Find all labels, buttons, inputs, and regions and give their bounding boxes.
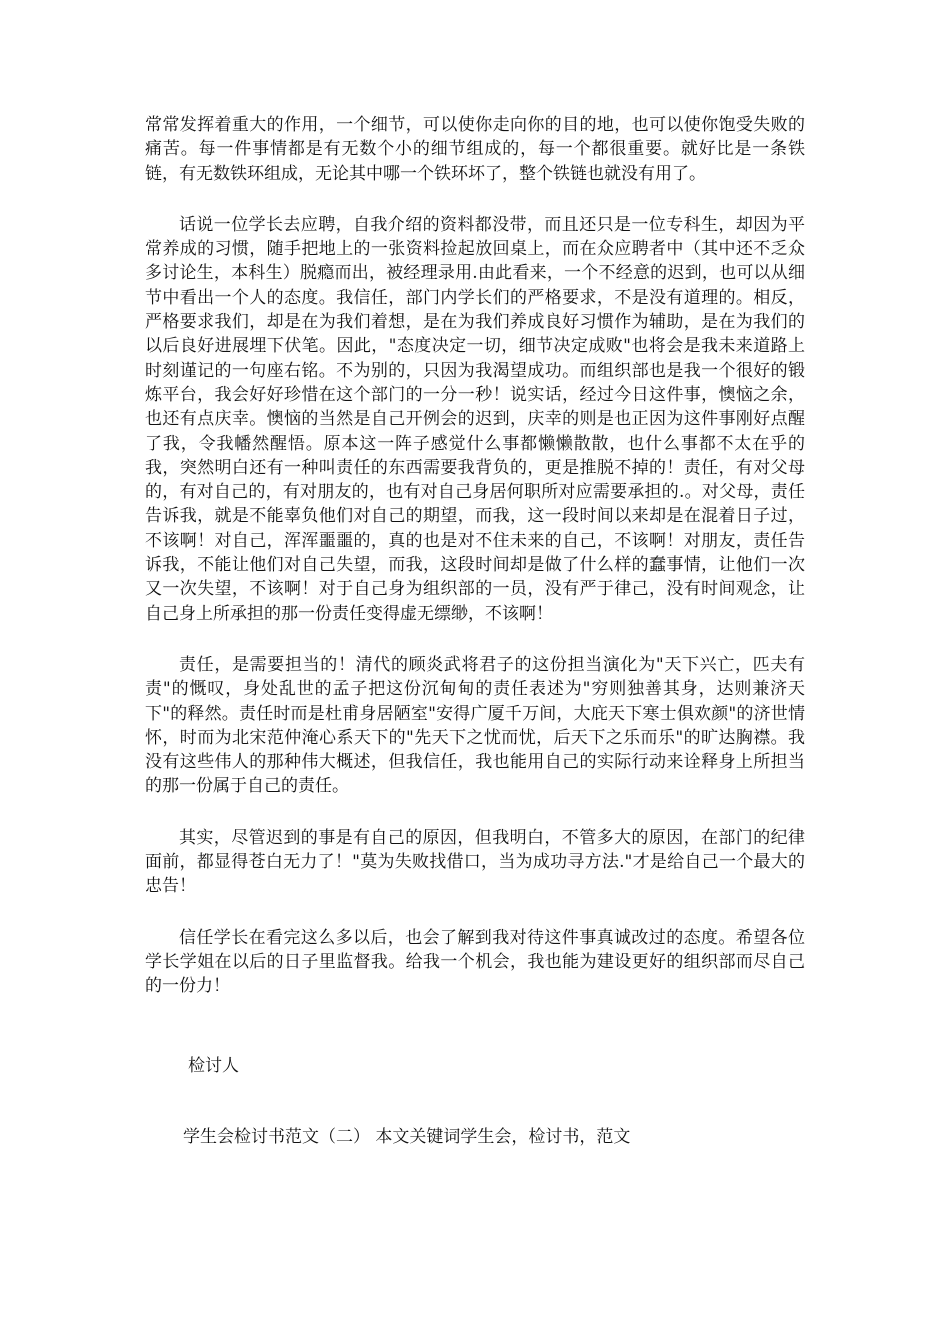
paragraph-2: 话说一位学长去应聘，自我介绍的资料都没带，而且还只是一位专科生，却因为平常养成的习惯，随手把地上的一张资料捡起放回桌上，而在众应聘者中（其中还不乏众多讨论生，本科生）脱瘾而出，被经理录用.由此看来，一个不经意的迟到，也可以从细节中看出一个人的态度。我信任，部门内学长们的严格要求，不是没有道理的。相反，严格要求我们，却是在为我们着想，是在为我们养成良好习惯作为辅助，是在为我们的以后良好进展埋下伏笔。因此，"态度决定一切，细节决定成败"也将会是我未来道路上时刻谨记的一句座右铭。不为别的，只因为我渴望成功。而组织部也是我一个很好的锻炼平台，我会好好珍惜在这个部门的一分一秒！说实话，经过今日这件事，懊恼之余，也还有点庆幸。懊恼的当然是自己开例会的迟到，庆幸的则是也正因为这件事刚好点醒了我，令我幡然醒悟。原本这一阵子感觉什么事都懒懒散散，也什么事都不太在乎的我，突然明白还有一种叫责任的东西需要我背负的，更是推脱不掉的！责任，有对父母的，有对自己的，有对朋友的，也有对自己身居何职所对应需要承担的.。对父母，责任告诉我，就是不能辜负他们对自己的期望，而我，这一段时间以来却是在混着日子过，不该啊！对自己，浑浑噩噩的，真的也是对不住未来的自己，不该啊！对朋友，责任告诉我，不能让他们对自己失望，而我，这段时间却是做了什么样的蠢事情，让他们一次又一次失望，不该啊！对于自己身为组织部的一员，没有严于律己，没有时间观念，让自己身上所承担的那一份责任变得虚无缥缈，不该啊！ (145, 214, 805, 624)
paragraph-1: 常常发挥着重大的作用，一个细节，可以使你走向你的目的地，也可以使你饱受失败的痛苦。每一件事情都是有无数个小的细节组成的，每一个都很重要。就好比是一条铁链，有无数铁环组成，无论其中哪一个铁环坏了，整个铁链也就没有用了。 (145, 115, 805, 184)
related-article-line: 学生会检讨书范文（二） 本文关键词学生会，检讨书，范文 (183, 1127, 631, 1147)
signer-label: 检讨人 (188, 1056, 239, 1076)
paragraph-3: 责任，是需要担当的！清代的顾炎武将君子的这份担当演化为"天下兴亡，匹夫有责"的慨叹，身处乱世的孟子把这份沉甸甸的责任表述为"穷则独善其身，达则兼济天下"的释然。责任时而是杜甫身居陋室"安得广厦千万间，大庇天下寒士俱欢颜"的济世情怀，时而为北宋范仲淹心系天下的"先天下之忧而忧，后天下之乐而乐"的旷达胸襟。我没有这些伟人的那种伟大概述，但我信任，我也能用自己的实际行动来诠释身上所担当的那一份属于自己的责任。 (145, 654, 805, 797)
paragraph-5: 信任学长在看完这么多以后，也会了解到我对待这件事真诚改过的态度。希望各位学长学姐在以后的日子里监督我。给我一个机会，我也能为建设更好的组织部而尽自己的一份力！ (145, 927, 805, 997)
document-body (145, 113, 805, 1026)
paragraph-4: 其实，尽管迟到的事是有自己的原因，但我明白，不管多大的原因，在部门的纪律面前，都显得苍白无力了！"莫为失败找借口，当为成功寻方法."才是给自己一个最大的忠告！ (145, 827, 805, 897)
